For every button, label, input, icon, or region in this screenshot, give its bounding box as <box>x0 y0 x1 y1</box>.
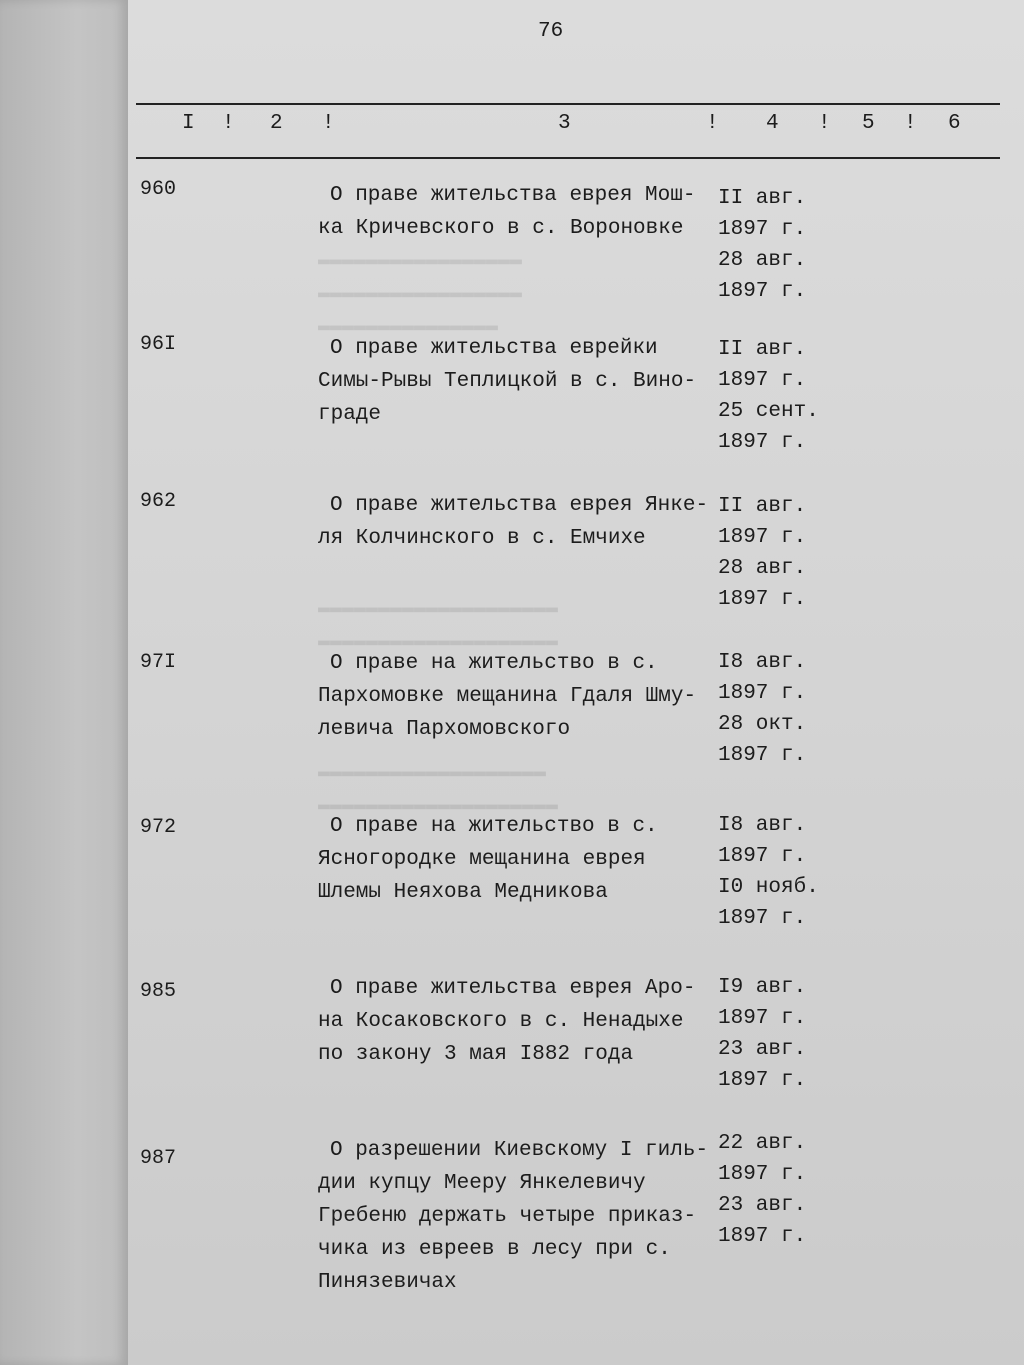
entry-text-line: Симы-Рывы Теплицкой в с. Вино- <box>318 370 697 393</box>
entry-date-line: 28 авг. <box>718 557 807 580</box>
column-header-1: I <box>182 112 195 135</box>
entry-date-line: 28 авг. <box>718 249 807 272</box>
entry-date-line: I8 авг. <box>718 651 807 674</box>
entry-text-line: левича Пархомовского <box>318 718 571 741</box>
entry-text-line: Гребеню держать четыре приказ- <box>318 1205 697 1228</box>
entry-description <box>318 972 695 1071</box>
entry-date-line: 28 окт. <box>718 713 807 736</box>
column-separator: ! <box>222 112 235 135</box>
entry-dates <box>718 491 806 615</box>
entry-text-line: О праве на жительство в с. <box>330 815 658 838</box>
entry-date-line: II авг. <box>718 338 807 361</box>
entry-dates <box>718 972 806 1096</box>
page-number: 76 <box>538 20 564 43</box>
entry-text-line: О разрешении Киевскому I гиль- <box>330 1139 709 1162</box>
entry-date-line: 1897 г. <box>718 907 807 930</box>
entry-description <box>318 1134 708 1299</box>
column-separator: ! <box>818 112 831 135</box>
entry-text-line: Ясногородке мещанина еврея <box>318 848 646 871</box>
entry-date-line: 1897 г. <box>718 280 807 303</box>
entry-date-line: 1897 г. <box>718 682 807 705</box>
entry-date-line: 22 авг. <box>718 1132 807 1155</box>
entry-date-line: I9 авг. <box>718 976 807 999</box>
entry-date-line: 23 авг. <box>718 1038 807 1061</box>
table-header-top-rule <box>136 103 1000 105</box>
entry-description <box>318 810 658 909</box>
entry-date-line: 1897 г. <box>718 369 807 392</box>
entry-text-line: граде <box>318 403 382 426</box>
entry-text-line: О праве жительства еврея Аро- <box>330 977 696 1000</box>
entry-text-line: по закону 3 мая I882 года <box>318 1043 634 1066</box>
entry-text-line: О праве на жительство в с. <box>330 652 658 675</box>
entry-number: 962 <box>140 490 177 513</box>
entry-text-line: ля Колчинского в с. Емчихе <box>318 527 646 550</box>
entry-date-line: 1897 г. <box>718 1007 807 1030</box>
entry-number: 96I <box>140 333 177 356</box>
entry-date-line: 25 сент. <box>718 400 819 423</box>
column-separator: ! <box>904 112 917 135</box>
entry-text-line: Пинязевичах <box>318 1271 457 1294</box>
entry-date-line: 1897 г. <box>718 526 807 549</box>
entry-description <box>318 647 696 746</box>
previous-page-edge <box>0 0 128 1365</box>
entry-date-line: 23 авг. <box>718 1194 807 1217</box>
entry-date-line: 1897 г. <box>718 431 807 454</box>
entry-date-line: I0 нояб. <box>718 876 819 899</box>
entry-description <box>318 179 695 245</box>
entry-date-line: 1897 г. <box>718 1163 807 1186</box>
entry-text-line: дии купцу Мееру Янкелевичу <box>318 1172 646 1195</box>
column-separator: ! <box>706 112 719 135</box>
entry-dates <box>718 183 806 307</box>
entry-number: 972 <box>140 816 177 839</box>
entry-date-line: 1897 г. <box>718 588 807 611</box>
entry-date-line: II авг. <box>718 495 807 518</box>
entry-date-line: 1897 г. <box>718 1225 807 1248</box>
entry-text-line: О праве жительства еврейки <box>330 337 658 360</box>
bleed-through-text: ▬▬▬▬▬▬▬▬▬▬▬▬▬▬▬▬▬▬▬ ▬▬▬▬▬▬▬▬▬▬▬▬▬▬▬▬▬▬▬▬ <box>318 761 559 817</box>
entry-date-line: 1897 г. <box>718 845 807 868</box>
entry-text-line: Пархомовке мещанина Гдаля Шму- <box>318 685 697 708</box>
entry-description <box>318 332 696 431</box>
entry-dates <box>718 1128 806 1252</box>
entry-description <box>318 489 708 555</box>
entry-text-line: ка Кричевского в с. Вороновке <box>318 217 684 240</box>
entry-text-line: О праве жительства еврея Мош- <box>330 184 696 207</box>
column-header-4: 4 <box>766 112 779 135</box>
entry-date-line: 1897 г. <box>718 1069 807 1092</box>
entry-text-line: Шлемы Неяхова Медникова <box>318 881 608 904</box>
entry-text-line: на Косаковского в с. Ненадыхе <box>318 1010 684 1033</box>
entry-dates <box>718 810 819 934</box>
column-header-3: 3 <box>558 112 571 135</box>
entry-dates <box>718 647 806 771</box>
entry-date-line: 1897 г. <box>718 744 807 767</box>
column-header-2: 2 <box>270 112 283 135</box>
entry-number: 97I <box>140 651 177 674</box>
entry-text-line: О праве жительства еврея Янке- <box>330 494 709 517</box>
table-header-bottom-rule <box>136 157 1000 159</box>
column-header-5: 5 <box>862 112 875 135</box>
bleed-through-text: ▬▬▬▬▬▬▬▬▬▬▬▬▬▬▬▬▬▬▬▬ ▬▬▬▬▬▬▬▬▬▬▬▬▬▬▬▬▬▬▬▬ <box>318 597 559 653</box>
entry-dates <box>718 334 819 458</box>
entry-date-line: I8 авг. <box>718 814 807 837</box>
entry-number: 987 <box>140 1147 177 1170</box>
entry-date-line: II авг. <box>718 187 807 210</box>
entry-date-line: 1897 г. <box>718 218 807 241</box>
entry-number: 985 <box>140 980 177 1003</box>
bleed-through-text: ▬▬▬▬▬▬▬▬▬▬▬▬▬▬▬▬▬ ▬▬▬▬▬▬▬▬▬▬▬▬▬▬▬▬▬ ▬▬▬▬▬▬▬▬▬▬▬▬▬▬▬ <box>318 249 523 338</box>
entry-number: 960 <box>140 178 177 201</box>
column-separator: ! <box>322 112 335 135</box>
column-header-6: 6 <box>948 112 961 135</box>
entry-text-line: чика из евреев в лесу при с. <box>318 1238 671 1261</box>
